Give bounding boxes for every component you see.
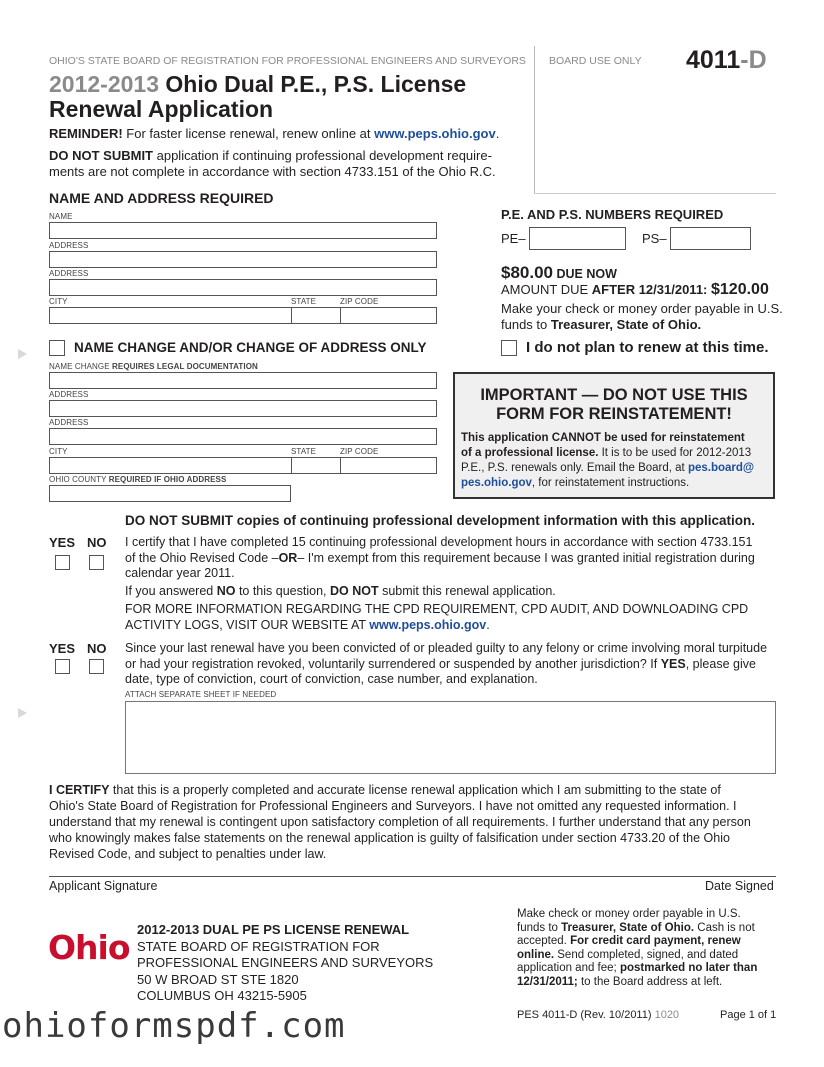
more1: FOR MORE INFORMATION REGARDING THE CPD REQUIREMENT, CPD AUDIT, AND DOWNLOADING CPD [125, 602, 749, 616]
pay3b: For credit card payment, renew [570, 935, 741, 947]
form-number-main: 4011 [686, 46, 741, 74]
footer-addr4: COLUMBUS OH 43215-5905 [137, 988, 307, 1003]
address2-field[interactable] [49, 279, 437, 296]
county-label-b: REQUIRED IF OHIO ADDRESS [108, 475, 227, 484]
name-change-heading: NAME CHANGE AND/OR CHANGE OF ADDRESS ONLY [74, 340, 427, 355]
change-zip-field[interactable] [340, 457, 437, 474]
pay5b: postmarked no later than [619, 962, 758, 974]
conviction-yes-label: YES [49, 641, 76, 656]
important-title-line2: FORM FOR REINSTATEMENT! [496, 405, 732, 423]
fee-due-label: DUE NOW [553, 267, 617, 281]
conviction-yes-checkbox[interactable] [55, 659, 70, 674]
certify-label: I CERTIFY [49, 783, 110, 797]
footer-addr3: 50 W BROAD ST STE 1820 [137, 971, 299, 987]
state-label: STATE [291, 297, 317, 306]
payable-line1: Make your check or money order payable in U.S. [501, 301, 783, 316]
certify-line1: that this is a properly completed and accurate license renewal application which I am submitting to the state of [109, 783, 721, 797]
do-not-submit-line2: ments are not complete in accordance with section 4733.151 of the Ohio R.C. [49, 164, 496, 179]
board-use-bottom [534, 193, 776, 194]
do-not-submit-line1: application if continuing professional development require- [153, 148, 492, 163]
zip-label: ZIP CODE [340, 297, 379, 306]
important-text4b: , for reinstatement instructions. [531, 477, 690, 489]
pay4a: online. [517, 948, 555, 961]
do-not-submit-notice [49, 148, 496, 180]
certify-line2: Ohio's State Board of Registration for Professional Engineers and Surveyors. I have not omitted any requested information. I [49, 799, 737, 813]
important-box [453, 372, 775, 499]
cpd-yes-checkbox[interactable] [55, 555, 70, 570]
conviction-explanation-field[interactable] [125, 701, 776, 774]
form-number [686, 46, 767, 75]
cpd-line2a: of the Ohio Revised Code – [125, 550, 279, 565]
name-change-field[interactable] [49, 372, 437, 389]
do-not-submit-label: DO NOT SUBMIT [49, 148, 153, 163]
watermark: ohioformspdf.com [2, 1006, 346, 1046]
cpd-line2b: OR [278, 550, 298, 565]
no-renew-checkbox[interactable] [501, 340, 517, 356]
arrow-marker-2 [18, 708, 27, 718]
ohio-logo-text: Ohio [48, 928, 130, 967]
change-city-field[interactable] [49, 457, 292, 474]
state-field[interactable] [291, 307, 341, 324]
county-label [49, 475, 226, 484]
footer-title: 2012-2013 DUAL PE PS LICENSE RENEWAL [137, 922, 410, 937]
conviction-line3: date, type of conviction, court of conviction, case number, and explanation. [125, 672, 538, 686]
change-address2-label: ADDRESS [49, 418, 89, 427]
address2-label: ADDRESS [49, 269, 89, 278]
important-title [455, 386, 773, 424]
pe-label: PE– [501, 231, 526, 246]
cpd-more-info [125, 602, 748, 633]
conviction-text [125, 641, 777, 688]
board-use-divider [534, 46, 535, 194]
pay6a: 12/31/2011; [517, 975, 578, 988]
footer-addr1: STATE BOARD OF REGISTRATION FOR [137, 938, 380, 954]
change-state-field[interactable] [291, 457, 341, 474]
important-text3a: P.E., P.S. renewals only. Email the Board, at [461, 462, 688, 474]
name-field[interactable] [49, 222, 437, 239]
cpd-yes-label: YES [49, 535, 76, 550]
pay3a: accepted. [517, 935, 571, 947]
important-bold2: of a professional license. [461, 447, 599, 459]
zip-field[interactable] [340, 307, 437, 324]
board-line: OHIO'S STATE BOARD OF REGISTRATION FOR PROFESSIONAL ENGINEERS AND SURVEYORS [49, 55, 526, 67]
name-change-label-b: REQUIRES LEGAL DOCUMENTATION [112, 362, 258, 371]
footer-address [137, 922, 433, 1005]
cpd-line1: I certify that I have completed 15 continuing professional development hours in accordance with section 4733.151 [125, 535, 753, 549]
form-number-suffix: -D [740, 46, 767, 74]
pay2b: Treasurer, State of Ohio. [561, 921, 695, 934]
cpd-heading: DO NOT SUBMIT copies of continuing professional development information with this application. [125, 513, 756, 528]
certify-line4: who knowingly makes false statements on the renewal application is guilty of falsification under section 4733.20 of the Ohio [49, 831, 730, 845]
certify-line3: understand that my renewal is contingent upon satisfactory completion of all requirements. I further understand that any person [49, 815, 751, 829]
pay6b: to the Board address at left. [577, 975, 723, 988]
change-state-label: STATE [291, 447, 317, 456]
after-label-1: AMOUNT DUE [501, 282, 592, 297]
conviction-line1: Since your last renewal have you been convicted of or pleaded guilty to any felony or crime involving moral turpitude [125, 641, 768, 655]
more-link[interactable]: www.peps.ohio.gov [369, 617, 487, 632]
form-code: 1020 [654, 1009, 680, 1021]
conviction-line2a: or had your registration revoked, voluntarily surrendered or suspended by another jurisdiction? If [125, 656, 661, 671]
pay1: Make check or money order payable in U.S. [517, 908, 741, 920]
title-rest: Ohio Dual P.E., P.S. License [159, 71, 467, 97]
reminder-label: REMINDER! [49, 126, 123, 141]
conviction-no-label: NO [87, 641, 107, 656]
ohio-logo [48, 928, 130, 967]
form-id-text: PES 4011-D (Rev. 10/2011) [517, 1009, 652, 1021]
pay2a: funds to [517, 921, 562, 934]
footer-payment-note [517, 908, 777, 989]
important-email-a[interactable]: pes.board@ [687, 462, 755, 474]
conviction-line2c: , please give [685, 656, 756, 671]
cpd-answer-note [125, 584, 556, 600]
important-email-b[interactable]: pes.ohio.gov [461, 477, 532, 489]
important-body [461, 431, 773, 491]
no-renew-label: I do not plan to renew at this time. [526, 339, 769, 356]
payable-line2a: funds to [501, 317, 551, 332]
answer-a: If you answered [125, 584, 217, 598]
payable-line2b: Treasurer, State of Ohio. [550, 317, 702, 332]
reminder-end: . [495, 126, 500, 141]
change-address1-field[interactable] [49, 400, 437, 417]
after-amount: $120.00 [711, 281, 769, 298]
signature-line[interactable] [49, 876, 776, 877]
fee-after [501, 282, 769, 298]
name-change-label [49, 362, 258, 371]
city-field[interactable] [49, 307, 292, 324]
certify-line5: Revised Code, and subject to penalties under law. [49, 847, 327, 861]
conviction-line2b: YES [660, 656, 686, 671]
fee-amount: $80.00 [501, 263, 553, 282]
more2a: ACTIVITY LOGS, VISIT OUR WEBSITE AT [125, 617, 370, 632]
reminder-text [49, 126, 499, 142]
change-city-label: CITY [49, 447, 68, 456]
certify-text [49, 782, 777, 862]
cpd-line2c: – I'm exempt from this requirement because I was granted initial registration during [297, 550, 755, 565]
answer-e: submit this renewal application. [378, 584, 556, 598]
name-change-checkbox[interactable] [49, 340, 65, 356]
page-title [49, 72, 466, 122]
city-label: CITY [49, 297, 68, 306]
pay4b: Send completed, signed, and dated [554, 948, 739, 961]
name-label: NAME [49, 212, 73, 221]
pe-number-field[interactable] [529, 227, 626, 250]
county-label-a: OHIO COUNTY [49, 475, 109, 484]
important-title-line1: IMPORTANT — DO NOT USE THIS [480, 386, 748, 404]
footer-addr2: PROFESSIONAL ENGINEERS AND SURVEYORS [137, 955, 434, 970]
more2c: . [486, 617, 490, 632]
name-address-heading: NAME AND ADDRESS REQUIRED [49, 190, 274, 206]
cpd-line3: calendar year 2011. [125, 566, 235, 580]
after-label-2: AFTER 12/31/2011: [591, 282, 711, 297]
answer-b: NO [216, 584, 236, 598]
ps-number-field[interactable] [670, 227, 751, 250]
cpd-certify-text [125, 535, 777, 582]
address1-label: ADDRESS [49, 241, 89, 250]
date-signed-label: Date Signed [705, 879, 774, 893]
cpd-no-label: NO [87, 535, 107, 550]
answer-c: to this question, [235, 584, 330, 598]
form-id [517, 1009, 679, 1021]
important-text2: It is to be used for 2012-2013 [598, 447, 752, 459]
reminder-link[interactable]: www.peps.ohio.gov [374, 126, 496, 141]
conviction-no-checkbox[interactable] [89, 659, 104, 674]
address1-field[interactable] [49, 251, 437, 268]
change-zip-label: ZIP CODE [340, 447, 379, 456]
ps-label: PS– [642, 231, 667, 246]
reminder-body: For faster license renewal, renew online at [122, 126, 375, 141]
pay5a: application and fee; [517, 962, 620, 974]
pay2c: Cash is not [694, 921, 755, 934]
important-bold1: This application CANNOT be used for reinstatement [461, 432, 745, 444]
payable-note [501, 301, 783, 333]
board-use-only-label: BOARD USE ONLY [549, 55, 642, 67]
page-number: Page 1 of 1 [720, 1009, 777, 1021]
title-year: 2012-2013 [49, 71, 159, 97]
fee-due-now [501, 263, 617, 283]
change-address2-field[interactable] [49, 428, 437, 445]
cpd-no-checkbox[interactable] [89, 555, 104, 570]
answer-d: DO NOT [329, 584, 379, 598]
title-line2: Renewal Application [49, 96, 274, 122]
name-change-label-a: NAME CHANGE [49, 362, 112, 371]
applicant-signature-label: Applicant Signature [49, 879, 158, 893]
change-address1-label: ADDRESS [49, 390, 89, 399]
numbers-heading: P.E. AND P.S. NUMBERS REQUIRED [501, 207, 724, 222]
attach-label: ATTACH SEPARATE SHEET IF NEEDED [125, 690, 277, 699]
arrow-marker-1 [18, 349, 27, 359]
county-field[interactable] [49, 485, 291, 502]
